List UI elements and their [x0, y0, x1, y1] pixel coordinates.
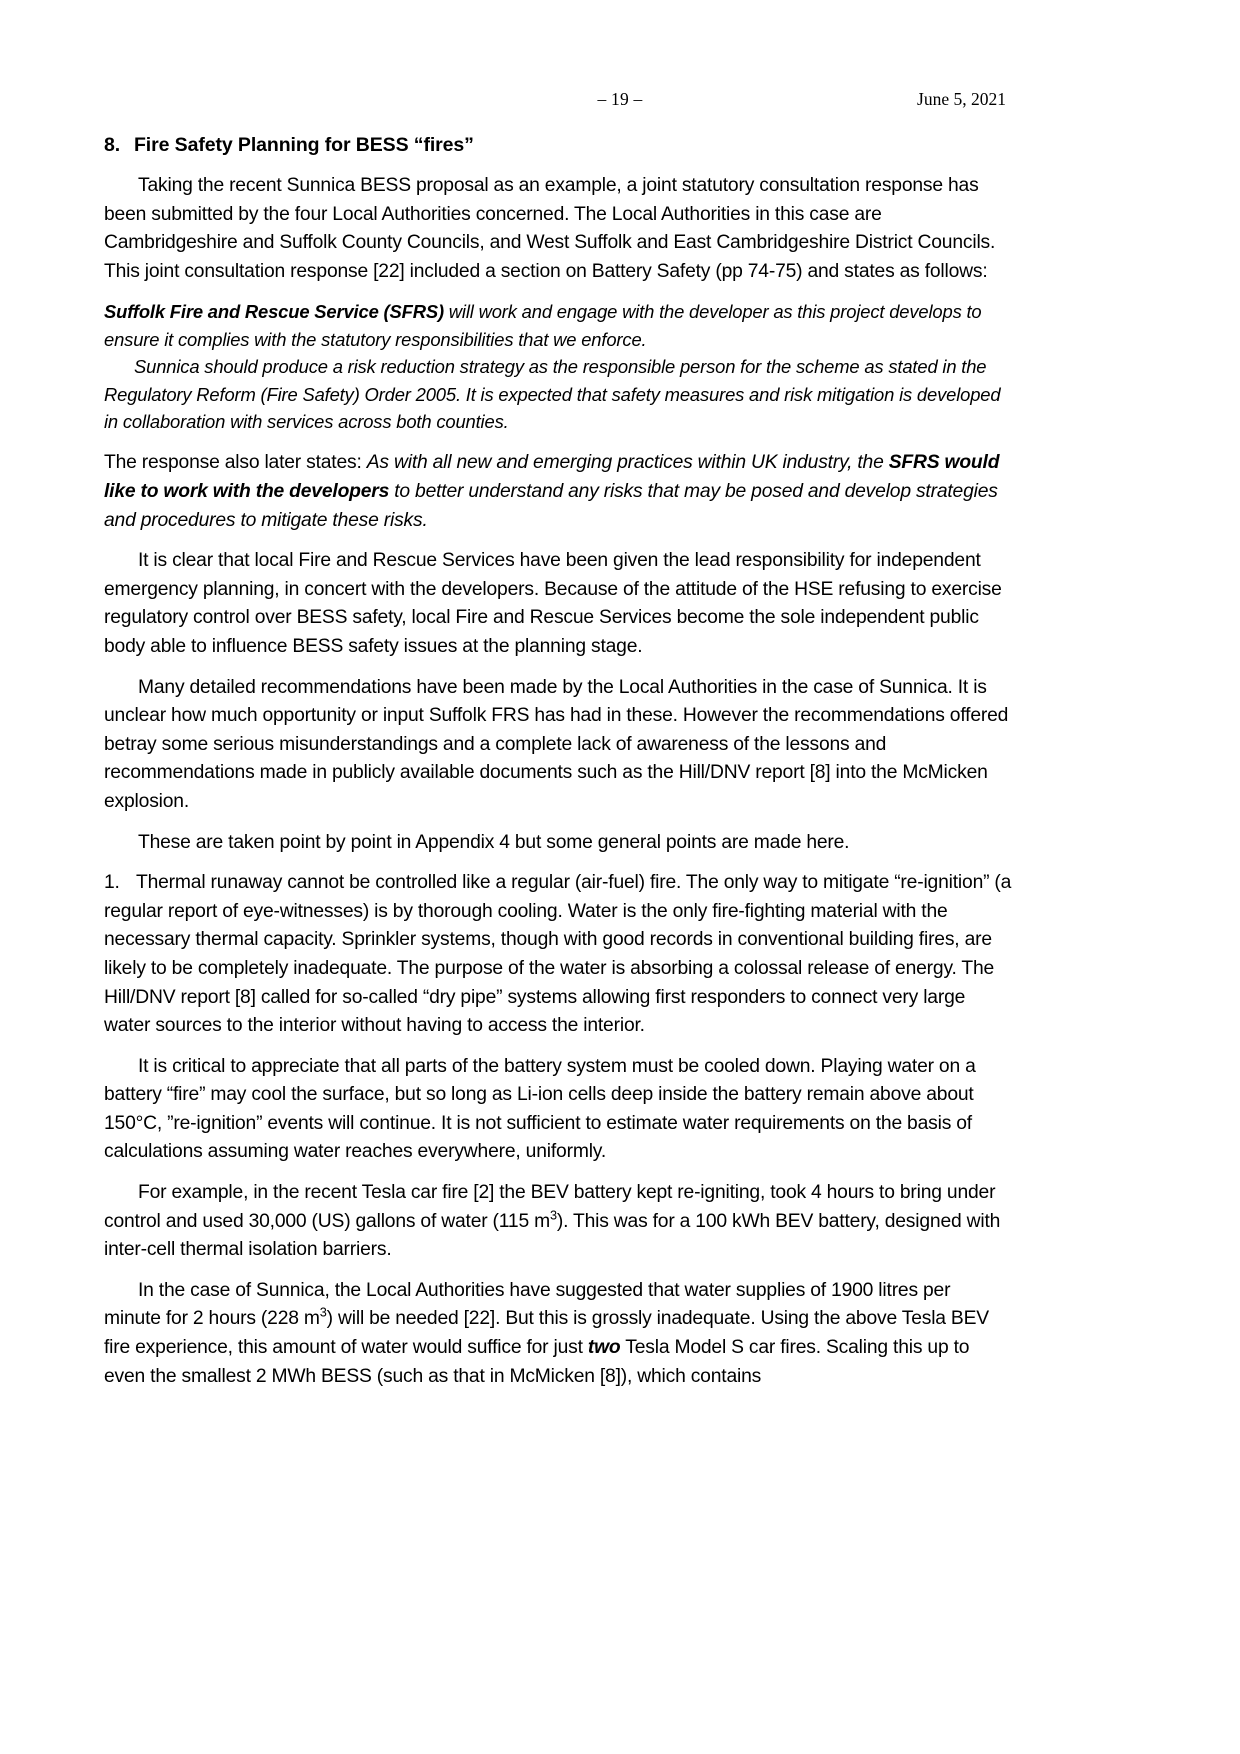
sunnica-emph-two: two — [587, 1337, 621, 1359]
paragraph-response-later — [104, 449, 1012, 535]
quote-paragraph-1 — [104, 298, 1012, 353]
tesla-text-b: ). This was for a 100 kWh BEV battery, designed with inter-cell thermal isolation barriers. — [104, 1210, 1001, 1261]
item-1-number: 1. — [104, 872, 120, 894]
section-heading — [104, 132, 1012, 158]
sunnica-text-c: Tesla Model S car fires. Scaling this up to even the smallest 2 MWh BESS (such as that in McMicken [8]), which contains — [104, 1337, 970, 1387]
page-number: – 19 – — [597, 89, 643, 109]
item-1-text: Thermal runaway cannot be controlled like a regular (air-fuel) fire. The only way to mitigate “re-ignition” (a regular report of eye-witnesses) is by thorough cooling. Water is the only fire-fighting material with the necessary thermal capacity. Sprinkler systems, though with good records in conventional building fires, are likely to be completely inadequate. The purpose of the water is absorbing a colossal release of energy. The Hill/DNV report [8] called for so-called “dry pipe” systems allowing first responders to connect very large water sources to the interior without having to access the interior. — [104, 872, 1012, 1037]
sunnica-text-a: In the case of Sunnica, the Local Authorities have suggested that water supplies of 1900 litres per minute for 2 hours (228 m — [104, 1279, 951, 1330]
paragraph-item-1 — [104, 869, 1012, 1041]
response-lead-text: The response also later states: — [104, 452, 367, 474]
document-body — [104, 132, 1012, 1403]
paragraph-cooling-critical: It is critical to appreciate that all parts of the battery system must be cooled down. Playing water on a battery “fire” may cool the surface, but so long as Li-ion cells deep inside the battery remain above about 150°C, ”re-ignition” events will continue. It is not sufficient to estimate water requirements on the basis of calculations assuming water reaches everywhere, uniformly. — [104, 1055, 976, 1163]
running-head — [104, 86, 1136, 112]
section-number: 8. — [104, 134, 121, 156]
paragraph-lead-responsibility: It is clear that local Fire and Rescue Services have been given the lead responsibility for independent emergency planning, in concert with the developers. Because of the attitude of the HSE refusing to exercise regulatory control over BESS safety, local Fire and Rescue Services become the sole independent public body able to influence BESS safety issues at the planning stage. — [104, 550, 1002, 657]
section-title: Fire Safety Planning for BESS “fires” — [134, 134, 474, 156]
quote-paragraph-2: Sunnica should produce a risk reduction strategy as the responsible person for the scheme as stated in the Regulatory Reform (Fire Safety) Order 2005. It is expected that safety measures and risk mitigation is developed in collaboration with services across both counties. — [104, 356, 1001, 432]
paragraph-sunnica-water — [104, 1277, 1012, 1391]
quoted-consultation-response — [104, 298, 1012, 435]
paragraph-intro: Taking the recent Sunnica BESS proposal as an example, a joint statutory consultation response has been submitted by the four Local Authorities concerned. The Local Authorities in this case are Cambridgeshire and Suffolk County Councils, and West Suffolk and East Cambridgeshire District Councils. This joint consultation response [22] included a section on Battery Safety (pp 74-75) and states as follows: — [104, 175, 996, 282]
tesla-superscript: 3 — [549, 1207, 557, 1223]
quote-bold-lead: Suffolk Fire and Rescue Service (SFRS) — [104, 301, 444, 323]
tesla-text-a: For example, in the recent Tesla car fire [2] the BEV battery kept re-igniting, took 4 hours to bring under control and used 30,000 (US) gallons of water (115 m — [104, 1182, 996, 1232]
paragraph-tesla-example — [104, 1179, 1012, 1265]
sunnica-text-b: ) will be needed [22]. But this is grossly inadequate. Using the above Tesla BEV fire experience, this amount of water would suffice for just — [104, 1308, 989, 1359]
response-italic-part-2: to better understand any risks that may be posed and develop strategies and procedures to mitigate these risks. — [104, 481, 998, 531]
document-date: June 5, 2021 — [917, 89, 1006, 109]
response-bold-part: SFRS would like to work with the developers — [104, 452, 1000, 502]
paragraph-appendix-note: These are taken point by point in Appendix 4 but some general points are made here. — [138, 831, 850, 853]
paragraph-recommendations: Many detailed recommendations have been made by the Local Authorities in the case of Sunnica. It is unclear how much opportunity or input Suffolk FRS has had in these. However the recommendations offered betray some serious misunderstandings and a complete lack of awareness of the lessons and recommendations made in publicly available documents such as the Hill/DNV report [8] into the McMicken explosion. — [104, 676, 1009, 812]
response-italic-part-1: As with all new and emerging practices within UK industry, the — [366, 452, 889, 474]
quote-rest: will work and engage with the developer as this project develops to ensure it complies with the statutory responsibilities that we enforce. — [104, 301, 982, 350]
sunnica-superscript: 3 — [319, 1305, 327, 1321]
